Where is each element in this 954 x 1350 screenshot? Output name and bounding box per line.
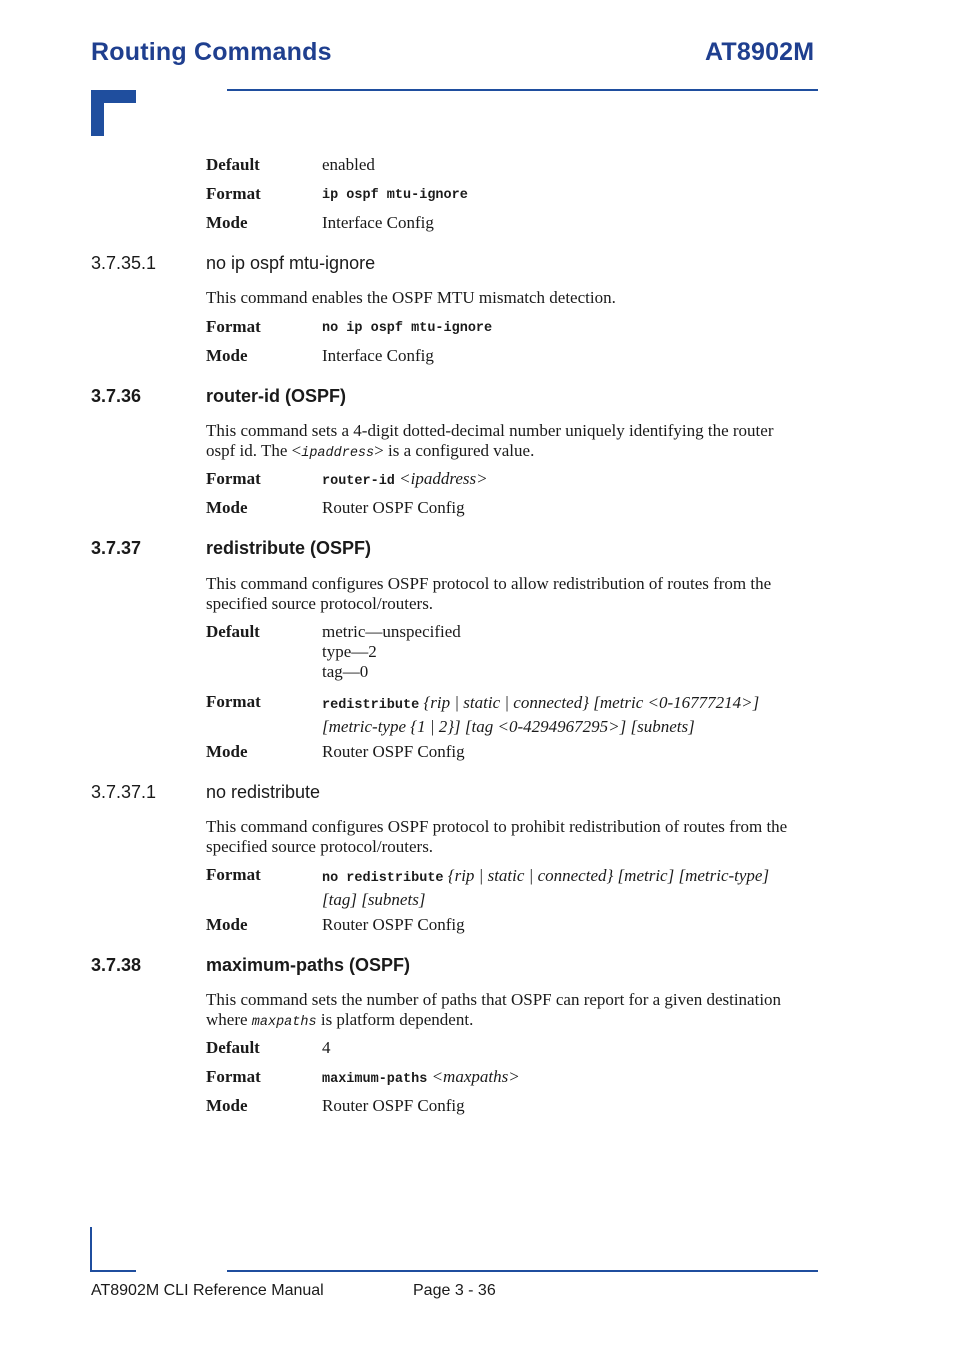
section-number: 3.7.35.1 [91,253,157,273]
format-value [322,469,488,492]
format-command: redistribute [322,698,420,713]
description-text: ospf id. The < [206,441,302,460]
mode-value: Router OSPF Config [322,915,465,934]
format-command: no redistribute [322,871,444,886]
default-line: metric—unspecified [322,622,461,641]
description-line: This command configures OSPF protocol to prohibit redistribution of routes from the [206,817,788,836]
mode-label: Mode [206,1096,248,1115]
description-code: maxpaths [251,1015,317,1030]
default-label: Default [206,155,260,174]
section-title: no redistribute [206,782,321,802]
format-value: ip ospf mtu-ignore [322,188,468,203]
format-line [322,865,769,889]
format-label: Format [206,184,261,203]
section-title: maximum-paths (OSPF) [206,955,411,975]
description-line [206,441,818,464]
header-product-name: AT8902M [705,38,815,66]
description-text: is platform dependent. [316,1010,474,1029]
default-label: Default [206,1038,260,1057]
format-argument: {rip | static | connected} [metric <0-16777214>] [423,693,760,712]
format-argument: <ipaddress> [399,469,488,488]
section-description: This command enables the OSPF MTU mismatch detection. [206,288,616,307]
mode-value: Interface Config [322,213,434,232]
format-command: router-id [322,474,395,489]
mode-value: Router OSPF Config [322,742,465,761]
section-title: router-id (OSPF) [206,386,346,406]
footer-rule [227,1270,818,1272]
format-line: [metric-type {1 | 2}] [tag <0-4294967295>] [subnets] [322,717,695,736]
description-line: This command sets a 4-digit dotted-decimal number uniquely identifying the router [206,421,774,440]
mode-label: Mode [206,346,248,365]
default-value: 4 [322,1038,331,1057]
footer-corner-horizontal [90,1270,136,1272]
default-label: Default [206,622,260,641]
format-line [322,692,759,716]
format-label: Format [206,317,261,336]
default-value: enabled [322,155,375,174]
description-line: specified source protocol/routers. [206,594,434,613]
format-argument: <maxpaths> [431,1067,520,1086]
mode-value: Interface Config [322,346,434,365]
header-rule [227,89,818,91]
format-value [322,865,769,910]
section-number: 3.7.38 [91,955,142,975]
format-label: Format [206,692,261,711]
format-value [322,692,759,737]
description-line [206,1010,818,1033]
description-text: where [206,1010,252,1029]
description-line: specified source protocol/routers. [206,837,434,856]
format-label: Format [206,1067,261,1086]
default-value [322,622,461,682]
section-description [206,574,818,614]
mode-value: Router OSPF Config [322,1096,465,1115]
format-line: [tag] [subnets] [322,890,426,909]
format-argument: {rip | static | connected} [metric] [metric-type] [447,866,770,885]
format-value [322,1067,520,1090]
description-text: > is a configured value. [374,441,535,460]
description-code: ipaddress [301,446,375,461]
default-line: type—2 [322,642,377,661]
mode-label: Mode [206,915,248,934]
format-command: maximum-paths [322,1072,428,1087]
corner-mark-horizontal [91,90,136,103]
mode-label: Mode [206,742,248,761]
footer-page-number: Page 3 - 36 [413,1282,496,1299]
section-title: no ip ospf mtu-ignore [206,253,376,273]
footer-manual-title: AT8902M CLI Reference Manual [91,1282,324,1299]
mode-label: Mode [206,498,248,517]
default-line: tag—0 [322,662,369,681]
section-description [206,990,818,1033]
section-number: 3.7.37.1 [91,782,157,802]
description-line: This command sets the number of paths that OSPF can report for a given destination [206,990,782,1009]
format-label: Format [206,865,261,884]
footer-corner-vertical [90,1227,92,1272]
header-section-title: Routing Commands [91,38,332,66]
format-value: no ip ospf mtu-ignore [322,321,493,336]
mode-value: Router OSPF Config [322,498,465,517]
mode-label: Mode [206,213,248,232]
section-number: 3.7.36 [91,386,142,406]
section-description [206,421,818,464]
section-description [206,817,818,857]
format-label: Format [206,469,261,488]
description-line: This command configures OSPF protocol to allow redistribution of routes from the [206,574,772,593]
section-title: redistribute (OSPF) [206,538,372,558]
section-number: 3.7.37 [91,538,142,558]
